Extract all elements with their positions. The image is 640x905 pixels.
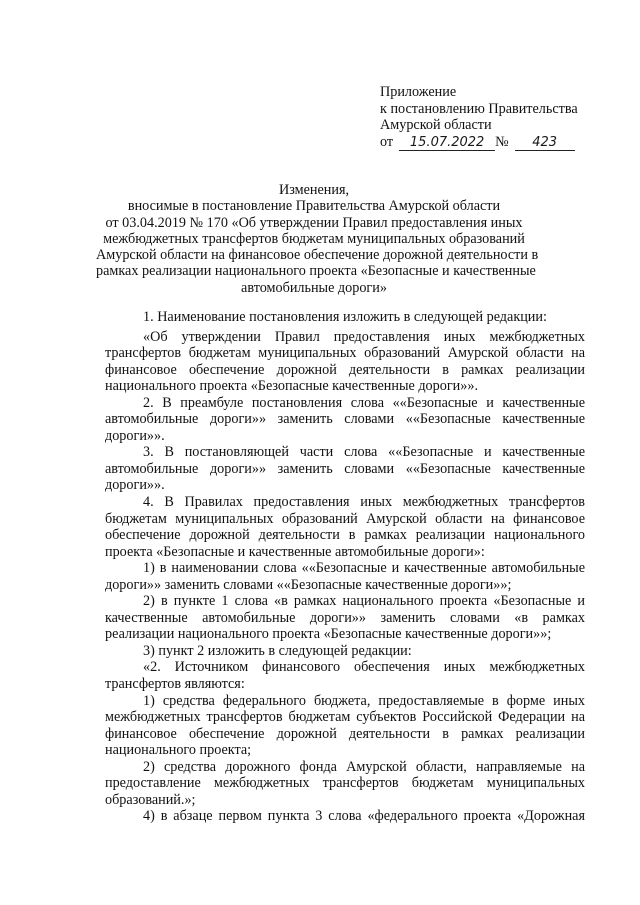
- title-line: Изменения,: [278, 182, 350, 198]
- region-name: Амурской области: [380, 117, 492, 134]
- body-line: дороги»».: [105, 427, 165, 444]
- title-line: вносимые в постановление Правительства Амурской области: [127, 198, 501, 215]
- body-line: «2. Источником финансового обеспечения иных межбюджетных: [143, 659, 585, 676]
- approval-stamp: [380, 84, 620, 151]
- body-line: 1. Наименование постановления изложить в следующей редакции:: [143, 309, 547, 325]
- body-line: 2) в пункте 1 слова «в рамках национального проекта «Безопасные и: [143, 593, 585, 610]
- handwritten-date: 15.07.2022: [399, 136, 495, 151]
- document-title: [96, 182, 539, 296]
- body-line: 3) пункт 2 изложить в следующей редакции:: [143, 642, 412, 659]
- date-number-line: [380, 134, 620, 151]
- body-line: автомобильные дороги»» заменить словами ««Безопасные качественные: [105, 411, 585, 428]
- body-line: 4. В Правилах предоставления иных межбюджетных трансфертов: [143, 494, 585, 511]
- body-line: бюджетам муниципальных образований Амурской области на финансовое: [105, 510, 585, 527]
- body-line: 1) в наименовании слова ««Безопасные и качественные автомобильные: [143, 560, 585, 577]
- handwritten-number: 423: [515, 136, 575, 151]
- body-line: «Об утверждении Правил предоставления иных межбюджетных: [143, 328, 585, 345]
- body-line: реализации национального проекта «Безопасные качественные дороги»»;: [105, 626, 552, 643]
- body-line: трансфертов являются:: [105, 676, 245, 693]
- body-line: национального проекта «Безопасные качественные дороги»».: [105, 378, 478, 395]
- body-line: обеспечение дорожной деятельности в рамках реализации национального: [105, 527, 585, 544]
- title-line: автомобильные дороги»: [241, 279, 387, 296]
- body-line: финансовое обеспечение дорожной деятельности в рамках реализации: [105, 361, 585, 378]
- title-line: межбюджетных трансфертов бюджетам муниципальных образований: [103, 230, 525, 247]
- body-line: 1) средства федерального бюджета, предоставляемые в форме иных: [143, 692, 585, 709]
- title-line: от 03.04.2019 № 170 «Об утверждении Правил предоставления иных: [105, 214, 523, 231]
- number-label: №: [495, 133, 509, 150]
- body-line: качественные автомобильные дороги»» заменить словами «в рамках: [105, 609, 585, 626]
- body-line: автомобильные дороги»» заменить словами ««Безопасные качественные: [105, 460, 585, 477]
- title-line: Амурской области на финансовое обеспечение дорожной деятельности в: [96, 247, 539, 264]
- body-line: национального проекта;: [105, 742, 252, 759]
- body-line: трансфертов бюджетам муниципальных образований Амурской области на: [105, 345, 585, 362]
- body-line: 4) в абзаце первом пункта 3 слова «федерального проекта «Дорожная: [143, 808, 585, 825]
- body-line: дороги»» заменить словами ««Безопасные качественные дороги»»;: [105, 576, 512, 593]
- body-line: 3. В постановляющей части слова ««Безопасные и качественные: [143, 444, 585, 461]
- body-line: 2) средства дорожного фонда Амурской области, направляемые на: [143, 758, 585, 775]
- from-label: от: [380, 133, 394, 150]
- body-line: предоставление межбюджетных трансфертов бюджетам муниципальных: [105, 775, 585, 792]
- appendix-label: Приложение: [380, 84, 457, 100]
- body-line: 2. В преамбуле постановления слова ««Безопасные и качественные: [143, 394, 585, 411]
- body-line: дороги»».: [105, 477, 165, 494]
- body-line: проекта «Безопасные и качественные автомобильные дороги»:: [105, 543, 485, 560]
- body-line: межбюджетных трансфертов бюджетам субъектов Российской Федерации на: [105, 709, 585, 726]
- body-line: финансовое обеспечение дорожной деятельности в рамках реализации: [105, 725, 585, 742]
- body-line: образований.»;: [105, 791, 196, 808]
- document-body: [105, 309, 585, 825]
- decree-reference: к постановлению Правительства: [380, 100, 578, 117]
- title-line: рамках реализации национального проекта «Безопасные и качественные: [96, 263, 536, 280]
